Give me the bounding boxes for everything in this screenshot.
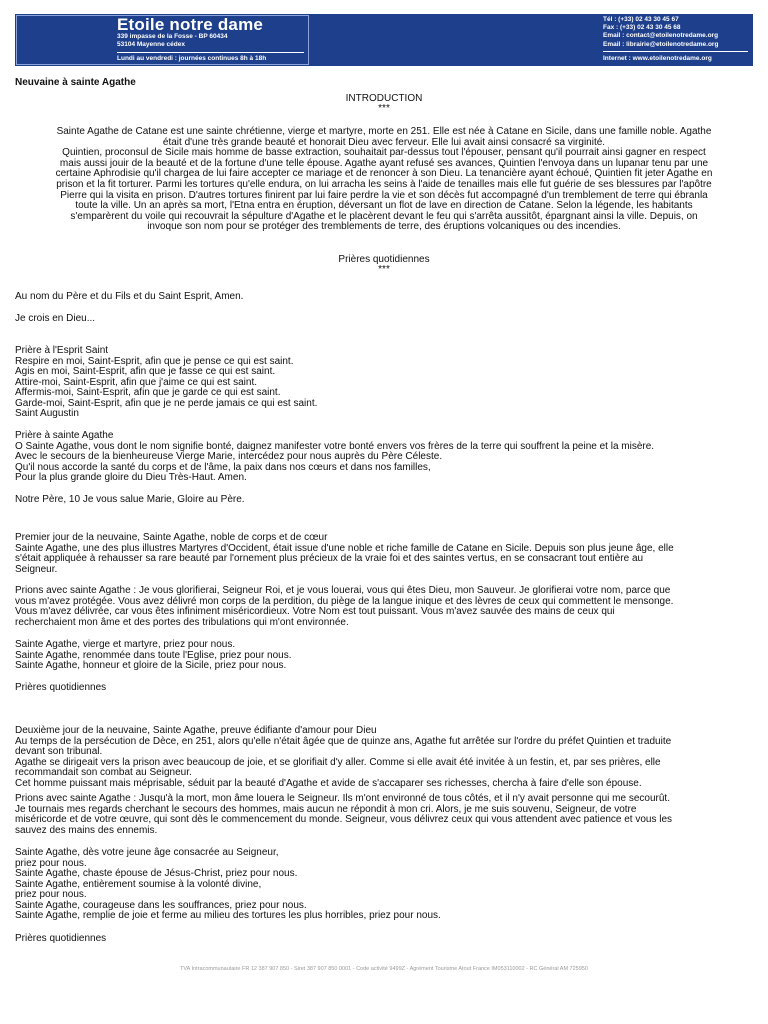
contact-info: Tél : (+33) 02 43 30 45 67 Fax : (+33) 02 43 30 45 68 Email : contact@etoilenotredame.org Email : librairie@etoilenotredame.org	[603, 16, 719, 48]
address-line-1: 339 impasse de la Fosse - BP 60434	[117, 33, 228, 40]
creed: Je crois en Dieu...	[15, 313, 96, 324]
brand-name: Etoile notre dame	[117, 15, 264, 34]
day-two-text: Deuxième jour de la neuvaine, Sainte Agathe, preuve édifiante d'amour pour Dieu Au temps de la persécution de Dèce, en 251, alors qu'elle n'était âgée que de quinze ans, Agathe fut arrêtée sur l'ordre du préfet Quintien et traduite devant son tribunal. Agathe se dirigeait vers la prison avec beaucoup de joie, et se glorifiait d'y aller. Comme si elle avait été invitée à un festin, et, par ses prières, elle recommandait son combat au Seigneur. Cet homme puissant mais méprisable, séduit par la beauté d'Agathe et avide de s'accaparer ses richesses, chercha à faire d'elle son épouse.	[15, 725, 672, 789]
prayer-saint-agatha: Prière à sainte Agathe O Sainte Agathe, vous dont le nom signifie bonté, daignez manifester votre bonté envers vos frères de la terre qui souffrent la peine et la misère. Avec le secours de la bienheureuse Vierge Marie, intercédez pour nous auprès du Père Céleste. Qu'il nous accorde la santé du corps et de l'âme, la paix dans nos cœurs et dans nos familles, Pour la plus grande gloire du Dieu Très-Haut. Amen.	[15, 430, 655, 483]
divider	[603, 51, 748, 52]
day-two-prayer: Prions avec sainte Agathe : Jusqu'à la mort, mon âme louera le Seigneur. Ils m'ont environné de tous côtés, et il n'y avait personne qui me secourût. Je tournais mes regards cherchant le secours des hommes, mais aucun ne répondit à mon cri. Alors, je me suis souvenu, Seigneur, de votre miséricorde et de votre œuvre, qui sont dès le commencement du monde. Seigneur, vous délivrez ceux qui vous attendent avec patience et vous les sauvez des mains des ennemis.	[15, 793, 673, 836]
day-two-litany: Sainte Agathe, dès votre jeune âge consacrée au Seigneur, priez pour nous. Sainte Agathe, chaste épouse de Jésus-Christ, priez pour nous. Sainte Agathe, entièrement soumise à la volonté divine, priez pour nous. Sainte Agathe, courageuse dans les souffrances, priez pour nous. Sainte Agathe, remplie de joie et ferme au milieu des tortures les plus horribles, priez pour nous.	[15, 847, 441, 921]
divider	[117, 52, 304, 53]
introduction-heading: INTRODUCTION ***	[345, 93, 423, 114]
day-two-daily-prayers: Prières quotidiennes	[15, 933, 107, 944]
prayer-holy-spirit: Prière à l'Esprit Saint Respire en moi, Saint-Esprit, afin que je pense ce qui est saint. Agis en moi, Saint-Esprit, afin que je fasse ce qui est saint. Attire-moi, Saint-Esprit, afin que j'aime ce qui est saint. Affermis-moi, Saint-Esprit, afin que je garde ce qui est saint. Garde-moi, Saint-Esprit, afin que je ne perde jamais ce qui est saint. Saint Augustin	[15, 345, 318, 419]
day-one-text: Premier jour de la neuvaine, Sainte Agathe, noble de corps et de cœur Sainte Agathe, une des plus illustres Martyres d'Occident, était issue d'une noble et riche famille de Catane en Sicile. Depuis son plus jeune âge, elle s'était appliquée à rehausser sa rare beauté par l'ornement plus précieux de la vraie foi et des saintes vertus, en se consacrant tout entière au Seigneur.	[15, 532, 674, 575]
day-one-daily-prayers: Prières quotidiennes	[15, 682, 107, 693]
introduction-text: Sainte Agathe de Catane est une sainte chrétienne, vierge et martyre, morte en 251. Elle est née à Catane en Sicile, dans une famille noble. Agathe était d'une très grande beauté et honorait Dieu avec ferveur. Elle lui avait ainsi consacré sa virginité. Quintien, proconsul de Sicile mais homme de basse extraction, souhaitait par-dessus tout l'épouser, pensant qu'il pourrait ainsi gagner en respect mais aussi jouir de la beauté et de la fortune d'une telle épouse. Agathe ayant refusé ses avances, Quintien l'envoya dans un lupanar tenu par une certaine Aphrodisie qu'il chargea de lui faire accepter ce mariage et de renoncer à son Dieu. La tenancière ayant échoué, Quintien fit jeter Agathe en prison et la fit torturer. Parmi les tortures qu'elle endura, on lui arracha les seins à l'aide de tenailles mais elle fut guérie de ses blessures par l'apôtre Pierre qui la visita en prison. D'autres tortures finirent par lui faire perdre la vie et son décès fut accompagné d'un tremblement de terre qui ébranla toute la ville. Un an après sa mort, l'Etna entra en éruption, déversant un flot de lave en direction de Catane. Selon la légende, les habitants s'emparèrent du voile qui recouvrait la sépulture d'Agathe et le placèrent devant le feu qui s'arrêta aussitôt, épargnant ainsi la ville. Depuis, on invoque son nom pour se protéger des tremblements de terre, des éruptions volcaniques ou des incendies.	[55, 126, 713, 233]
letterhead-banner	[15, 14, 753, 66]
address-line-2: 53104 Mayenne cédex	[117, 41, 185, 48]
daily-prayers-heading: Prières quotidiennes ***	[338, 254, 430, 275]
day-one-prayer: Prions avec sainte Agathe : Je vous glorifierai, Seigneur Roi, et je vous louerai, vous qui êtes Dieu, mon Sauveur. Je glorifierai votre nom, parce que vous m'avez protégée. Vous avez délivré mon corps de la perdition, du piège de la langue inique et des lèvres de ceux qui commettent le mensonge. Vous m'avez délivrée, car vous êtes infiniment miséricordieux. Votre Nom est tout puissant. Vous m'avez sauvée des mains de ceux qui recherchaient mon âme et des portes des tribulations qui m'ont environnée.	[15, 585, 674, 628]
website-link[interactable]: Internet : www.etoilenotredame.org	[603, 55, 712, 62]
opening-hours: Lundi au vendredi : journées continues 8h à 18h	[117, 55, 267, 62]
document-title: Neuvaine à sainte Agathe	[15, 77, 136, 88]
legal-footer: TVA Intracommunautaire FR 12 387 907 850 - Siret 387 907 850 0001 - Code activité 9499Z - Agrément Tourisme Atout France IM053110002 - RC Général AM 725950	[180, 966, 588, 972]
sign-of-cross: Au nom du Père et du Fils et du Saint Esprit, Amen.	[15, 291, 244, 302]
our-father-line: Notre Père, 10 Je vous salue Marie, Gloire au Père.	[15, 494, 245, 505]
day-one-litany: Sainte Agathe, vierge et martyre, priez pour nous. Sainte Agathe, renommée dans toute l'Eglise, priez pour nous. Sainte Agathe, honneur et gloire de la Sicile, priez pour nous.	[15, 639, 292, 671]
